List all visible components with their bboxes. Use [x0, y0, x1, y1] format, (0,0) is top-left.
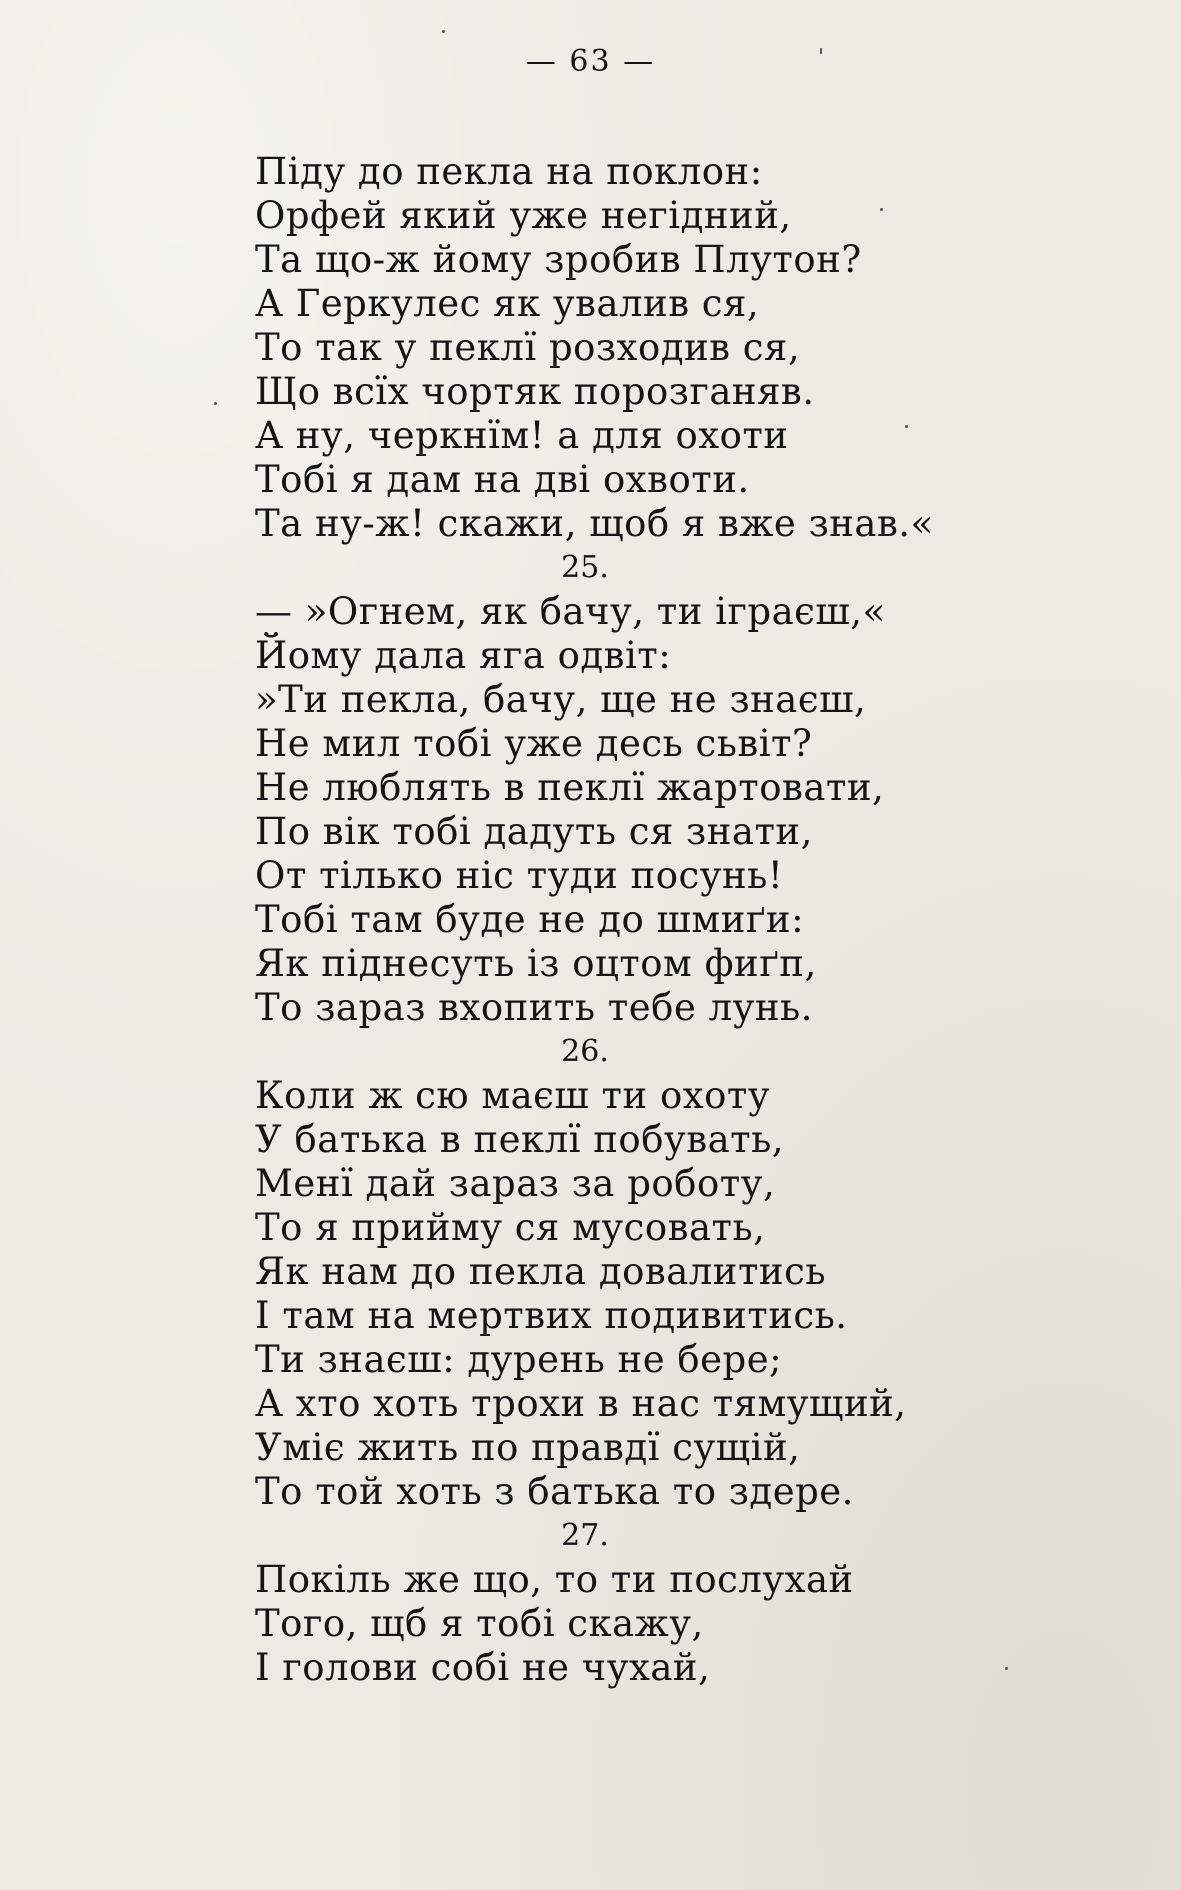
verse-line: Як нам до пекла довалитись: [255, 1250, 826, 1293]
paper-speck: [214, 402, 217, 405]
stanza-number: 25.: [561, 550, 609, 585]
verse-line: А ну, черкнїм! а для охоти: [255, 414, 789, 457]
stanza-number: 27.: [561, 1518, 609, 1553]
verse-line: У батька в пеклї побувать,: [255, 1118, 785, 1161]
verse-line: Не мил тобі уже десь сьвіт?: [255, 722, 813, 765]
verse-line: Тобі там буде не до шмиґи:: [255, 898, 805, 941]
stanza-25: [255, 546, 1015, 1030]
verse-line: Ти знаєш: дурень не бере;: [255, 1338, 783, 1381]
verse-line: Що всїх чортяк порозганяв.: [255, 370, 815, 413]
verse-line: »Ти пекла, бачу, ще не знаєш,: [255, 678, 867, 721]
verse-line: Як піднесуть із оцтом фиґп,: [255, 942, 817, 985]
verse-line: Уміє жить по правдї сущій,: [255, 1426, 801, 1469]
paper-speck: [880, 208, 883, 211]
paper-speck: [820, 48, 822, 54]
paper-speck: [1005, 1667, 1008, 1670]
verse-line: Того, щб я тобі скажу,: [255, 1602, 704, 1645]
verse-line: А хто хоть трохи в нас тямущий,: [255, 1382, 907, 1425]
verse-line: Орфей який уже негідний,: [255, 194, 792, 237]
verse-line: Та ну-ж! скажи, щоб я вже знав.«: [255, 502, 934, 545]
verse-line: Не люблять в пеклї жартовати,: [255, 766, 885, 809]
verse-line: То той хоть з батька то здере.: [255, 1470, 854, 1513]
verse-line: Коли ж сю маєш ти охоту: [255, 1074, 771, 1117]
verse-line: Йому дала яга одвіт:: [255, 634, 672, 677]
verse-line: І там на мертвих подивитись.: [255, 1294, 848, 1337]
verse-line: Та що-ж йому зробив Плутон?: [255, 238, 862, 281]
verse-line: То зараз вхопить тебе лунь.: [255, 986, 813, 1029]
verse-line: По вік тобі дадуть ся знати,: [255, 810, 813, 853]
paper-speck: [905, 425, 908, 428]
poem-text: [255, 150, 1015, 1690]
verse-line: То так у пеклї розходив ся,: [255, 326, 801, 369]
verse-block-continued: [255, 150, 1015, 546]
verse-line: Менї дай зараз за роботу,: [255, 1162, 776, 1205]
verse-line: І голови собі не чухай,: [255, 1646, 711, 1689]
verse-line: А Геркулес як увалив ся,: [255, 282, 760, 325]
verse-line: Покіль же що, то ти послухай: [255, 1558, 854, 1601]
verse-line: — »Огнем, як бачу, ти іграєш,«: [255, 590, 886, 633]
stanza-27: [255, 1514, 1015, 1690]
page-number: — 63 —: [525, 44, 656, 79]
verse-line: От тілько ніс туди посунь!: [255, 854, 784, 897]
stanza-number: 26.: [561, 1034, 609, 1069]
verse-line: Піду до пекла на поклон:: [255, 150, 763, 193]
stanza-26: [255, 1030, 1015, 1514]
paper-speck: [442, 30, 445, 33]
verse-line: То я прийму ся мусовать,: [255, 1206, 766, 1249]
verse-line: Тобі я дам на дві охвоти.: [255, 458, 750, 501]
